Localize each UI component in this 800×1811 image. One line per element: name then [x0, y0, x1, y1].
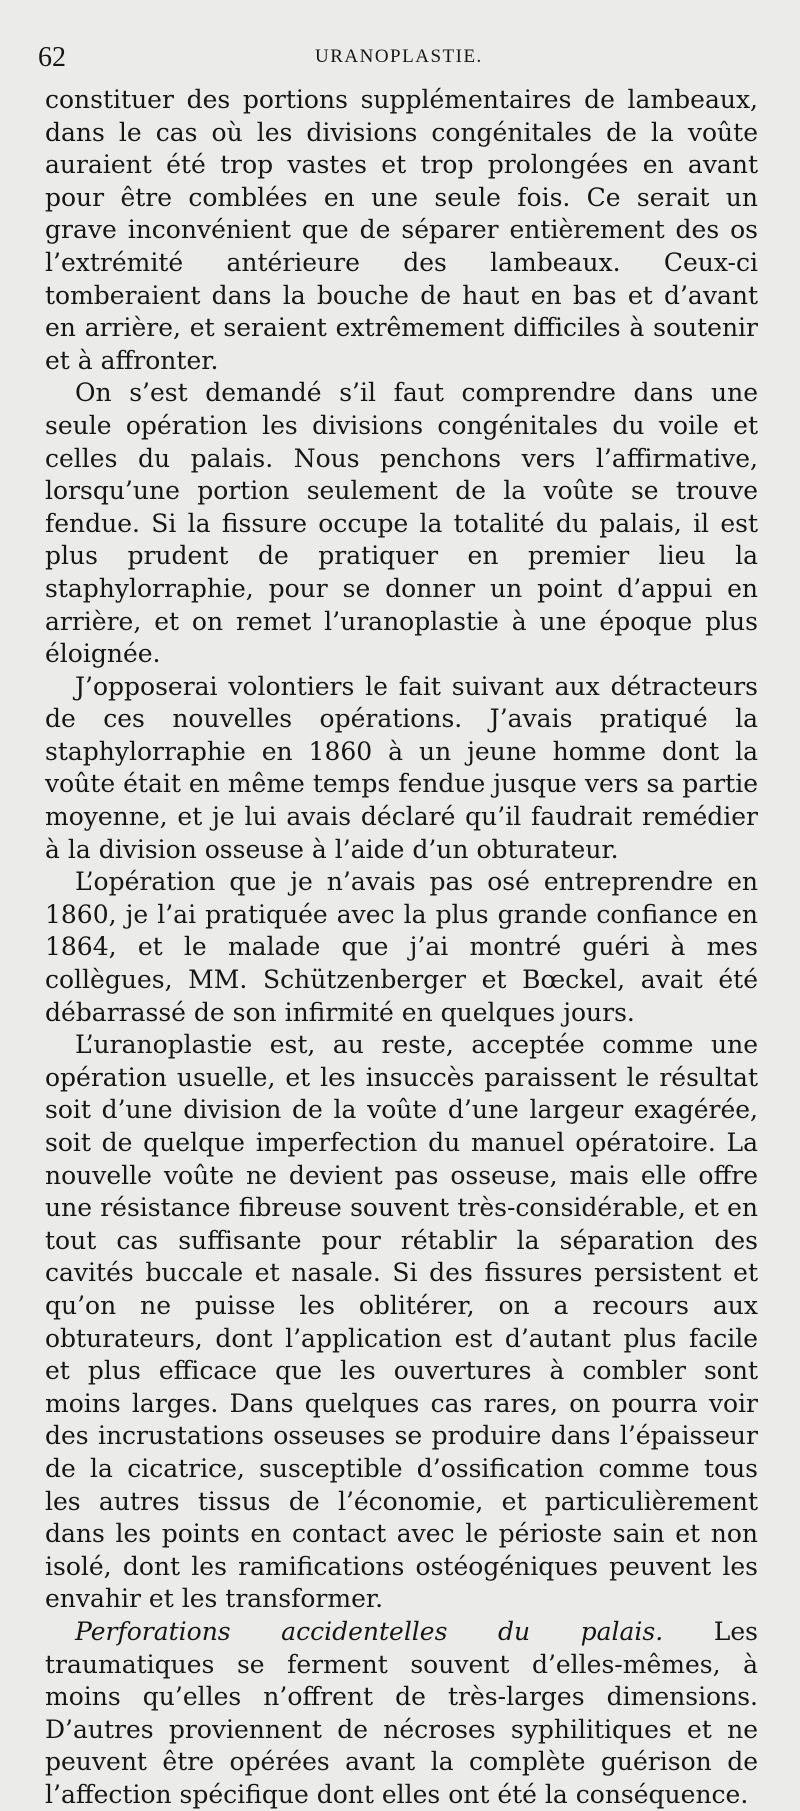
paragraph-continuation — [45, 84, 758, 377]
paragraph-text: Les traumatiques se ferment souvent d’elles-mêmes, à moins qu’elles n’offrent de très-larges dimensions. D’autres proviennent de nécroses syphilitiques et ne peuvent être opérées avant la complète guérison de l’affection spécifique dont elles ont été la conséquence. — [45, 1616, 758, 1809]
paragraph-text: constituer des portions supplémentaires de lambeaux, dans le cas où les divisions congénitales de la voûte auraient été trop vastes et trop prolongées en avant pour être comblées en une seule fois. Ce serait un grave inconvénient que de séparer entièrement des os l’extrémité antérieure des lambeaux. Ceux-ci tomberaient dans la bouche de haut en bas et d’avant en arrière, et seraient extrêmement difficiles à soutenir et à affronter. — [45, 85, 758, 375]
paragraph-text: J’opposerai volontiers le fait suivant aux détracteurs de ces nouvelles opérations. J’avais pratiqué la staphylorraphie en 1860 à un jeune homme dont la voûte était en même temps fendue jusque vers sa partie moyenne, et je lui avais déclaré qu’il faudrait remédier à la division osseuse à l’aide d’un obturateur. — [45, 671, 758, 864]
paragraph-accidental-perforations — [45, 1616, 758, 1811]
paragraph-case-1860 — [45, 671, 758, 867]
section-subheading: Perforations accidentelles du palais. — [75, 1616, 664, 1646]
page-number: 62 — [38, 42, 66, 73]
paragraph-text: L’opération que je n’avais pas osé entreprendre en 1860, je l’ai pratiquée avec la plus grande confiance en 1864, et le malade que j’ai montré guéri à mes collègues, MM. Schützenberger et Bœckel, avait été débarrassé de son infirmité en quelques jours. — [45, 867, 758, 1027]
body-text — [45, 84, 758, 1811]
paragraph-staphylorraphy — [45, 377, 758, 670]
page-header — [38, 36, 758, 84]
paragraph-case-1864 — [45, 866, 758, 1029]
paragraph-text: On s’est demandé s’il faut comprendre dans une seule opération les divisions congénitales du voile et celles du palais. Nous penchons vers l’affirmative, lorsqu’une portion seulement de la voûte se trouve fendue. Si la fissure occupe la totalité du palais, il est plus prudent de pratiquer en premier lieu la staphylorraphie, pour se donner un point d’appui en arrière, et on remet l’uranoplastie à une époque plus éloignée. — [45, 378, 758, 669]
paragraph-uranoplasty-results — [45, 1029, 758, 1616]
running-title: URANOPLASTIE. — [315, 46, 483, 67]
paragraph-text: L’uranoplastie est, au reste, acceptée comme une opération usuelle, et les insuccès paraissent le résultat soit d’une division de la voûte d’une largeur exagérée, soit de quelque imperfection du manuel opératoire. La nouvelle voûte ne devient pas osseuse, mais elle offre une résistance fibreuse souvent très-considérable, et en tout cas suffisante pour rétablir la séparation des cavités buccale et nasale. Si des fissures persistent et qu’on ne puisse les oblitérer, on a recours aux obturateurs, dont l’application est d’autant plus facile et plus efficace que les ouvertures à combler sont moins larges. Dans quelques cas rares, on pourra voir des incrustations osseuses se produire dans l’épaisseur de la cicatrice, susceptible d’ossification comme tous les autres tissus de l’économie, et particulièrement dans les points en contact avec le périoste sain et non isolé, dont les ramifications ostéogéniques peuvent les envahir et les transformer. — [45, 1030, 758, 1614]
